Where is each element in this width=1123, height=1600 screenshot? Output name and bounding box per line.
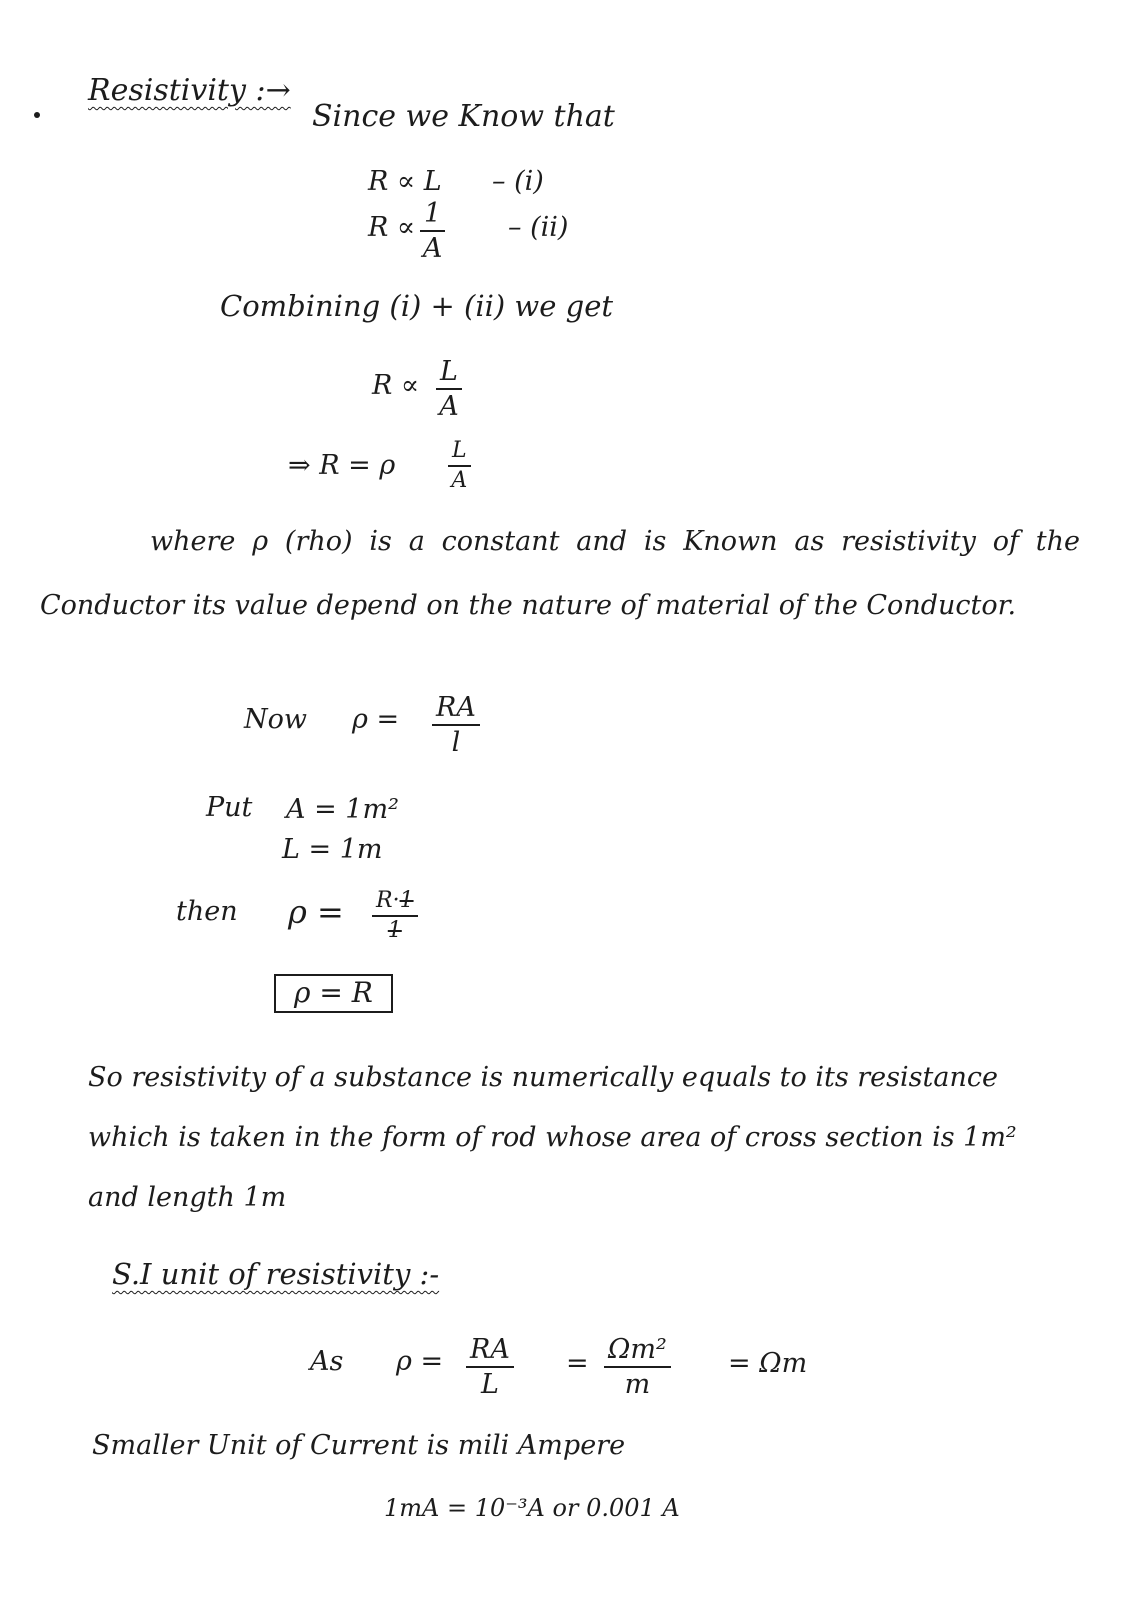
combining-text: Combining (i) + (ii) we get [220, 289, 614, 323]
then-fraction [372, 890, 418, 942]
summary-paragraph: So resistivity of a substance is numerically equals to its resistance which is taken in the form of rod whose area of cross section is 1m² and length 1m [88, 1062, 1017, 1213]
equation-2-lhs: R ∝ [368, 212, 416, 243]
si-equals: = [566, 1348, 589, 1379]
fraction-denominator: A [439, 391, 459, 422]
fraction-numerator: Ωm² [604, 1336, 671, 1368]
now-fraction [432, 694, 480, 756]
then-lhs: ρ = [288, 893, 344, 931]
boxed-result: ρ = R [274, 974, 393, 1013]
si-fraction-1 [466, 1336, 514, 1398]
intro-text: Since we Know that [312, 99, 615, 134]
equation-1: R ∝ L [368, 166, 442, 197]
section-heading: Resistivity :→ [88, 73, 291, 108]
si-fraction-2 [604, 1336, 671, 1398]
equation-4-lhs: ⇒ R = ρ [288, 450, 396, 481]
fraction-numerator: L [448, 440, 471, 467]
fraction-denominator: A [451, 468, 468, 493]
put-line-1: A = 1m² [286, 794, 399, 825]
fraction-denominator: l [451, 727, 461, 758]
fraction-numerator: RA [432, 694, 480, 726]
now-label: Now [244, 704, 307, 735]
put-label: Put [206, 792, 253, 823]
equation-3-lhs: R ∝ [372, 370, 420, 401]
explanation-paragraph: where ρ (rho) is a constant and is Known as resistivity of the Conductor its value depend on the nature of material of the Conductor. [40, 526, 1080, 621]
fraction-numerator: 1 [420, 200, 445, 232]
fraction-numerator: L [436, 358, 462, 390]
fraction-denominator: A [422, 233, 443, 264]
si-result: = Ωm [728, 1348, 808, 1379]
numerator-r: R· [376, 888, 400, 913]
then-label: then [176, 896, 238, 927]
equation-2-fraction [420, 200, 445, 262]
fraction-denominator: L [480, 1369, 499, 1400]
bullet-dot [34, 112, 40, 118]
equation-3-fraction [436, 358, 462, 420]
now-lhs: ρ = [352, 704, 400, 735]
put-line-2: L = 1m [282, 834, 383, 865]
si-lhs: ρ = [396, 1346, 444, 1377]
smaller-unit-text: Smaller Unit of Current is mili Ampere [92, 1430, 626, 1461]
milliampere-equation: 1mA = 10⁻³A or 0.001 A [384, 1494, 680, 1522]
cancelled-area: 1 [399, 888, 414, 913]
fraction-denominator: m [624, 1369, 651, 1400]
equation-1-tag: – (i) [492, 166, 544, 197]
fraction-numerator: RA [466, 1336, 514, 1368]
equation-2-tag: – (ii) [508, 212, 569, 243]
si-as-label: As [310, 1346, 344, 1377]
cancelled-length: 1 [387, 918, 402, 943]
equation-4-fraction [448, 440, 471, 492]
fraction-numerator [372, 890, 418, 917]
si-unit-heading: S.I unit of resistivity :- [112, 1257, 440, 1291]
